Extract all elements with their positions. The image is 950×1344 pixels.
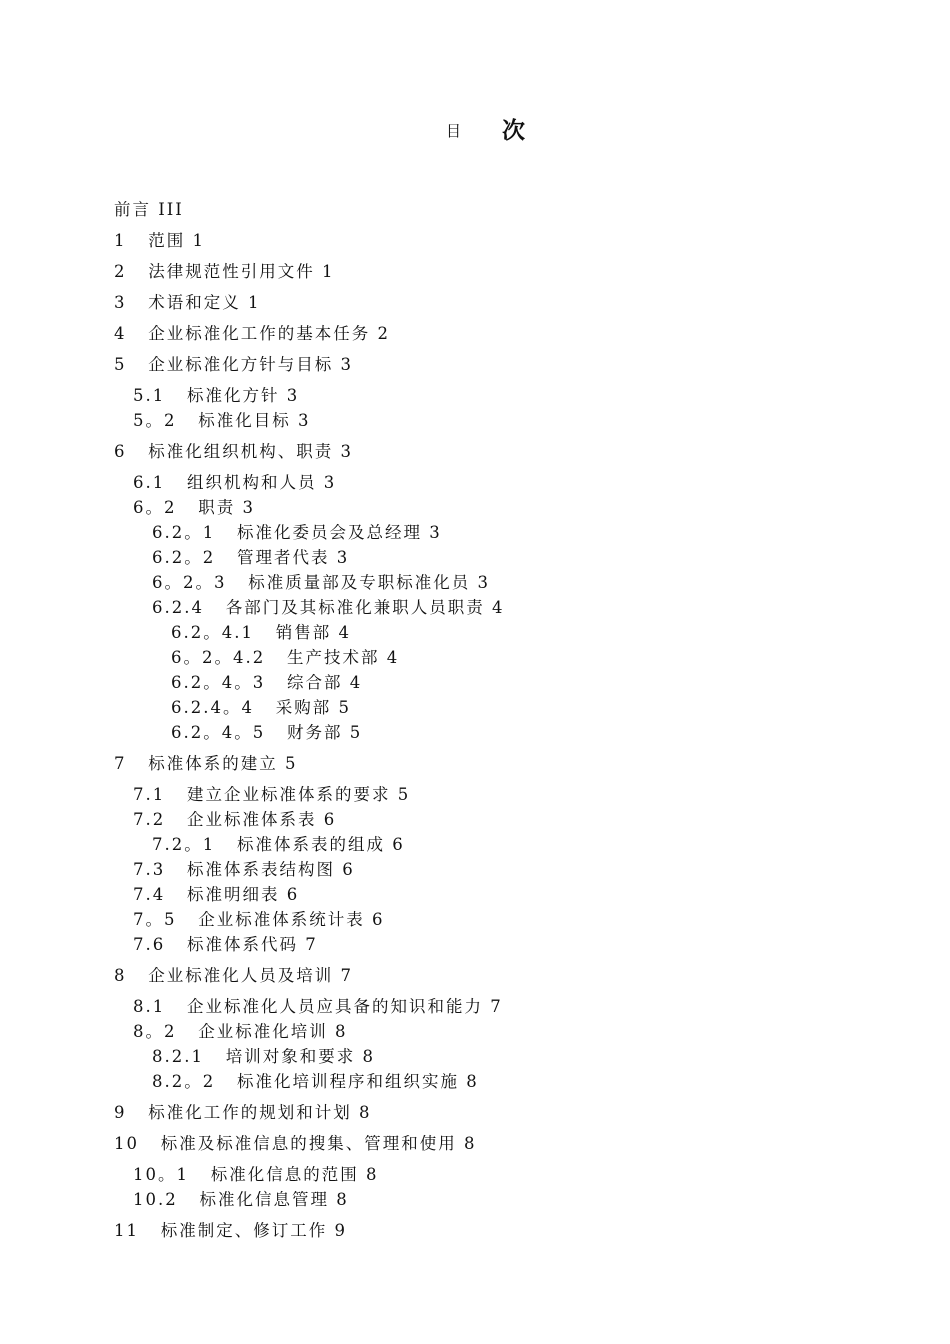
toc-entry-5-2[interactable]: 5。2 标准化目标 3 bbox=[133, 411, 311, 430]
toc-entry-2[interactable]: 2 法律规范性引用文件 1 bbox=[114, 262, 335, 281]
toc-entry-5[interactable]: 5 企业标准化方针与目标 3 bbox=[114, 355, 353, 374]
toc-entry-6-1[interactable]: 6.1 组织机构和人员 3 bbox=[133, 473, 337, 492]
toc-entry-6-2-4-5[interactable]: 6.2。4。5 财务部 5 bbox=[171, 723, 363, 742]
toc-entry-6-2-4-3[interactable]: 6.2。4。3 综合部 4 bbox=[171, 673, 363, 692]
toc-entry-3[interactable]: 3 术语和定义 1 bbox=[114, 293, 261, 312]
toc-entry-9[interactable]: 9 标准化工作的规划和计划 8 bbox=[114, 1103, 372, 1122]
toc-entry-11[interactable]: 11 标准制定、修订工作 9 bbox=[114, 1221, 347, 1240]
toc-entry-7[interactable]: 7 标准体系的建立 5 bbox=[114, 754, 298, 773]
toc-entry-6-2-3[interactable]: 6。2。3 标准质量部及专职标准化员 3 bbox=[152, 573, 490, 592]
toc-entry-7-6[interactable]: 7.6 标准体系代码 7 bbox=[133, 935, 318, 954]
toc-entry-8-2-1[interactable]: 8.2.1 培训对象和要求 8 bbox=[152, 1047, 375, 1066]
toc-entry-10[interactable]: 10 标准及标准信息的搜集、管理和使用 8 bbox=[114, 1134, 477, 1153]
toc-entry-8-2[interactable]: 8。2 企业标准化培训 8 bbox=[133, 1022, 348, 1041]
toc-entry-10-1[interactable]: 10。1 标准化信息的范围 8 bbox=[133, 1165, 379, 1184]
toc-entry-6-2-1[interactable]: 6.2。1 标准化委员会及总经理 3 bbox=[152, 523, 442, 542]
toc-entry-6-2-4-1[interactable]: 6.2。4.1 销售部 4 bbox=[171, 623, 351, 642]
toc-entry-7-2-1[interactable]: 7.2。1 标准体系表的组成 6 bbox=[152, 835, 405, 854]
toc-entry-7-2[interactable]: 7.2 企业标准体系表 6 bbox=[133, 810, 337, 829]
toc-entry-6-2[interactable]: 6。2 职责 3 bbox=[133, 498, 255, 517]
toc-entry-preface[interactable]: 前言 III bbox=[114, 200, 184, 219]
toc-entry-8[interactable]: 8 企业标准化人员及培训 7 bbox=[114, 966, 353, 985]
title-char-mu: 目 bbox=[446, 122, 462, 140]
toc-entry-7-3[interactable]: 7.3 标准体系表结构图 6 bbox=[133, 860, 355, 879]
toc-entry-6-2-4-2[interactable]: 6。2。4.2 生产技术部 4 bbox=[171, 648, 400, 667]
toc-entry-8-1[interactable]: 8.1 企业标准化人员应具备的知识和能力 7 bbox=[133, 997, 503, 1016]
toc-entry-8-2-2[interactable]: 8.2。2 标准化培训程序和组织实施 8 bbox=[152, 1072, 479, 1091]
toc-entry-6-2-4[interactable]: 6.2.4 各部门及其标准化兼职人员职责 4 bbox=[152, 598, 505, 617]
toc-entry-7-1[interactable]: 7.1 建立企业标准体系的要求 5 bbox=[133, 785, 411, 804]
toc-entry-7-4[interactable]: 7.4 标准明细表 6 bbox=[133, 885, 300, 904]
toc-entry-6-2-2[interactable]: 6.2。2 管理者代表 3 bbox=[152, 548, 350, 567]
toc-entry-6-2-4-4[interactable]: 6.2.4。4 采购部 5 bbox=[171, 698, 351, 717]
toc-entry-6[interactable]: 6 标准化组织机构、职责 3 bbox=[114, 442, 353, 461]
toc-entry-10-2[interactable]: 10.2 标准化信息管理 8 bbox=[133, 1190, 349, 1209]
toc-entry-7-5[interactable]: 7。5 企业标准体系统计表 6 bbox=[133, 910, 385, 929]
toc-entry-4[interactable]: 4 企业标准化工作的基本任务 2 bbox=[114, 324, 390, 343]
toc-entry-1[interactable]: 1 范围 1 bbox=[114, 231, 205, 250]
toc-entry-5-1[interactable]: 5.1 标准化方针 3 bbox=[133, 386, 300, 405]
title-char-ci: 次 bbox=[502, 117, 525, 144]
